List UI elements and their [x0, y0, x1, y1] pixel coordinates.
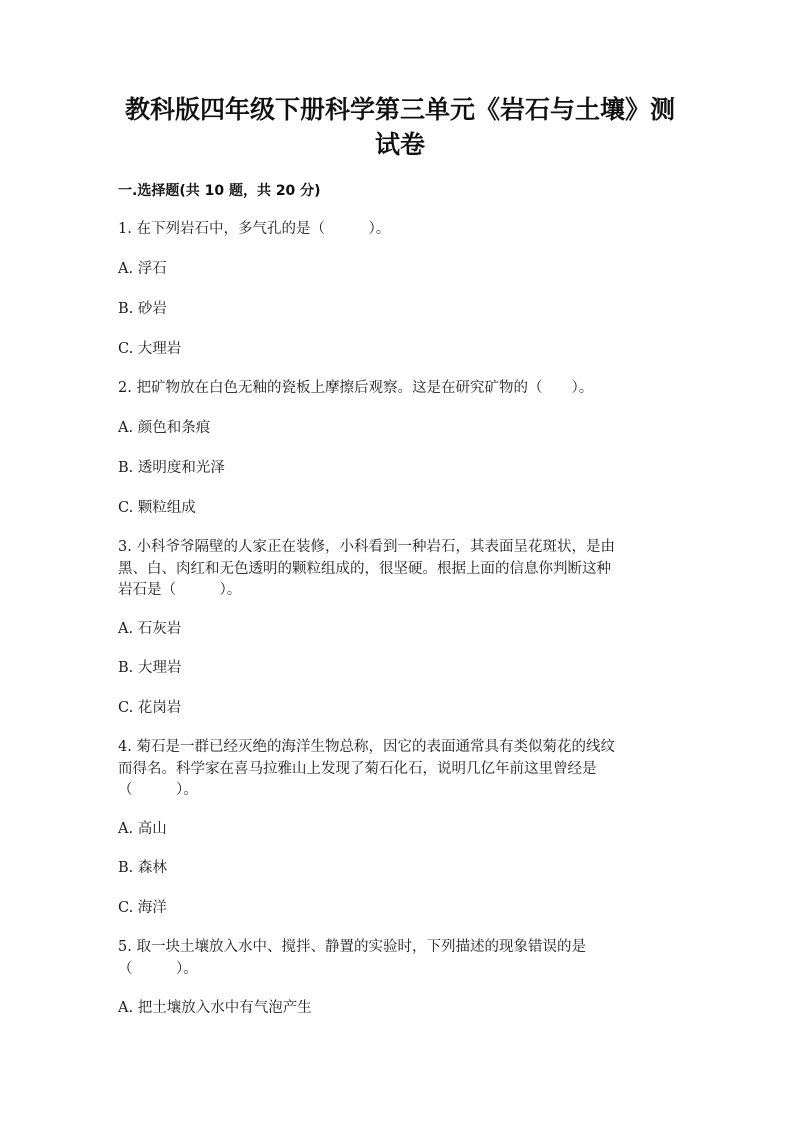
question-3-stem-line-1: 3. 小科爷爷隔壁的人家正在装修，小科看到一种岩石，其表面呈花斑状，是由: [118, 539, 615, 555]
question-5-stem-line-1: 5. 取一块土壤放入水中、搅拌、静置的实验时，下列描述的现象错误的是: [118, 939, 586, 955]
title-line-2: 试卷: [374, 130, 425, 159]
question-4-stem-line-3: （ ）。: [118, 782, 198, 798]
question-5-stem-line-2: （ ）。: [118, 961, 198, 977]
question-1-option-c: C. 大理岩: [118, 341, 182, 357]
question-1-option-b: B. 砂岩: [118, 301, 167, 317]
title-line-1: 教科版四年级下册科学第三单元《岩石与土壤》测: [124, 95, 675, 124]
question-4-option-a: A. 高山: [118, 821, 167, 837]
question-3-stem-line-2: 黑、白、肉红和无色透明的颗粒组成的，很坚硬。根据上面的信息你判断这种: [118, 561, 611, 577]
question-4-option-b: B. 森林: [118, 860, 167, 876]
question-1-stem: 1. 在下列岩石中，多气孔的是（ ）。: [118, 221, 391, 237]
question-4-stem-line-1: 4. 菊石是一群已经灭绝的海洋生物总称，因它的表面通常具有类似菊花的线纹: [118, 739, 615, 755]
question-3-option-c: C. 花岗岩: [118, 700, 182, 716]
question-4-stem-line-2: 而得名。科学家在喜马拉雅山上发现了菊石化石，说明几亿年前这里曾经是: [118, 761, 597, 777]
page-title: [100, 92, 700, 162]
section-heading: 一.选择题(共 10 题，共 20 分): [118, 183, 321, 199]
question-3-option-b: B. 大理岩: [118, 660, 182, 676]
question-2-option-c: C. 颗粒组成: [118, 500, 196, 516]
question-2-option-b: B. 透明度和光泽: [118, 460, 225, 476]
question-2-option-a: A. 颜色和条痕: [118, 420, 211, 436]
question-1-option-a: A. 浮石: [118, 261, 167, 277]
question-3-option-a: A. 石灰岩: [118, 621, 182, 637]
question-4-option-c: C. 海洋: [118, 900, 167, 916]
question-2-stem: 2. 把矿物放在白色无釉的瓷板上摩擦后观察。这是在研究矿物的（ ）。: [118, 380, 594, 396]
question-5-option-a: A. 把土壤放入水中有气泡产生: [118, 1000, 312, 1016]
question-3-stem-line-3: 岩石是（ ）。: [118, 582, 242, 598]
